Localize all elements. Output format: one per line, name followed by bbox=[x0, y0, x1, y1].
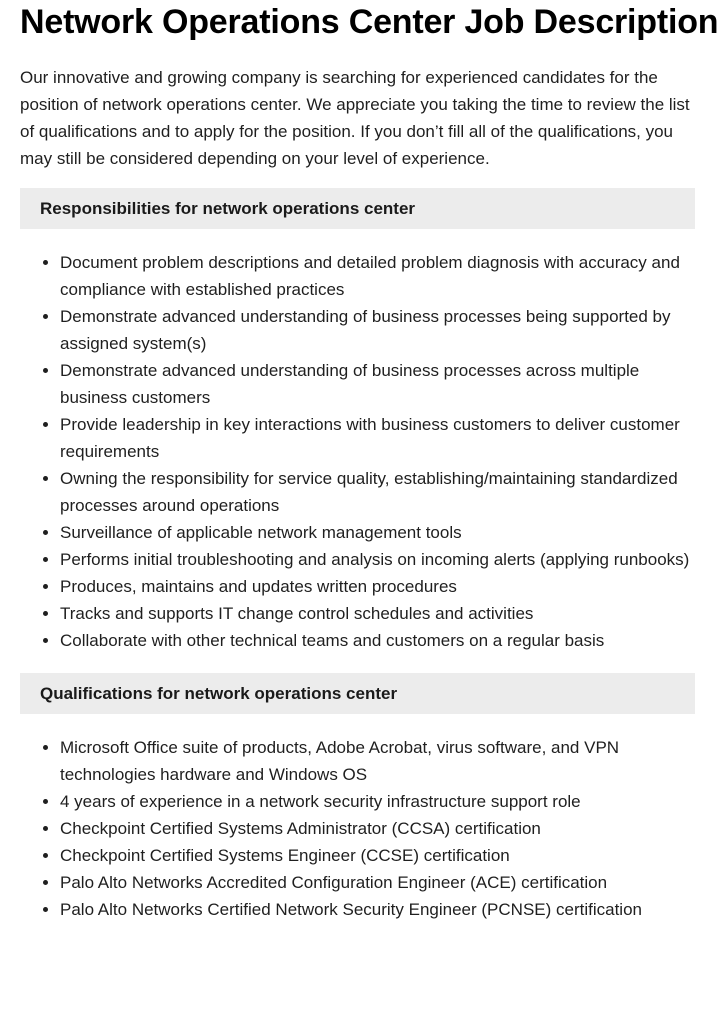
list-item: • Checkpoint Certified Systems Engineer (CCSE) certification bbox=[60, 842, 695, 869]
list-item: • Demonstrate advanced understanding of business processes across multiple business customers bbox=[60, 357, 695, 411]
qualifications-heading: Qualifications for network operations center bbox=[20, 673, 695, 714]
list-item: • Produces, maintains and updates written procedures bbox=[60, 573, 695, 600]
list-item: • 4 years of experience in a network security infrastructure support role bbox=[60, 788, 695, 815]
list-item: • Demonstrate advanced understanding of business processes being supported by assigned system(s) bbox=[60, 303, 695, 357]
list-item: • Performs initial troubleshooting and analysis on incoming alerts (applying runbooks) bbox=[60, 546, 695, 573]
responsibilities-heading: Responsibilities for network operations center bbox=[20, 188, 695, 229]
responsibilities-list bbox=[20, 249, 695, 654]
list-item: • Checkpoint Certified Systems Administrator (CCSA) certification bbox=[60, 815, 695, 842]
qualifications-list bbox=[20, 734, 695, 923]
list-item: • Collaborate with other technical teams and customers on a regular basis bbox=[60, 627, 695, 654]
list-item: • Tracks and supports IT change control schedules and activities bbox=[60, 600, 695, 627]
intro-paragraph: Our innovative and growing company is searching for experienced candidates for the position of network operations center. We appreciate you taking the time to review the list of qualifications and to apply for the position. If you don’t fill all of the qualifications, you may still be considered depending on your level of experience. bbox=[20, 68, 690, 168]
list-item: • Microsoft Office suite of products, Adobe Acrobat, virus software, and VPN technologies hardware and Windows OS bbox=[60, 734, 695, 788]
list-item: • Palo Alto Networks Accredited Configuration Engineer (ACE) certification bbox=[60, 869, 695, 896]
list-item: • Provide leadership in key interactions with business customers to deliver customer requirements bbox=[60, 411, 695, 465]
list-item: • Document problem descriptions and detailed problem diagnosis with accuracy and compliance with established practices bbox=[60, 249, 695, 303]
list-item: • Palo Alto Networks Certified Network Security Engineer (PCNSE) certification bbox=[60, 896, 695, 923]
list-item: • Surveillance of applicable network management tools bbox=[60, 519, 695, 546]
page-title: Network Operations Center Job Description bbox=[20, 3, 719, 41]
list-item: • Owning the responsibility for service quality, establishing/maintaining standardized processes around operations bbox=[60, 465, 695, 519]
